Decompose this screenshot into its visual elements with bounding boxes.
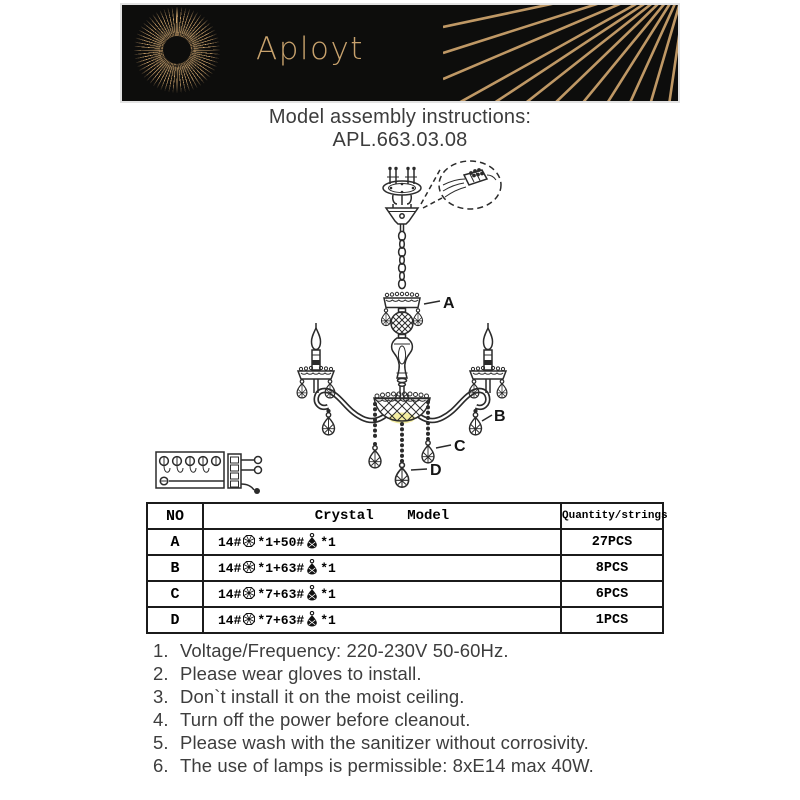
header-no: NO [147, 503, 203, 529]
chandelier-diagram [130, 158, 670, 502]
drop-pendant-icon [306, 585, 318, 601]
table-row [147, 529, 663, 555]
ceiling-mount [383, 167, 421, 208]
instruction-item [153, 639, 713, 662]
table-header-row [147, 503, 663, 529]
model-text: 14# [218, 586, 242, 602]
wire-splice-detail [421, 161, 501, 209]
header-quantity: Quantity/strings [561, 503, 663, 529]
row-no: C [147, 581, 203, 607]
crystal-model-spec [204, 533, 560, 551]
table-row [147, 555, 663, 581]
canopy-and-chain [386, 208, 418, 289]
drop-pendant-icon [306, 559, 318, 575]
diagram-label-b: B [494, 408, 506, 425]
model-text: 14# [218, 612, 242, 628]
quantity-value: 6PCS [561, 581, 663, 607]
instruction-item [153, 754, 713, 777]
quantity-value: 8PCS [561, 555, 663, 581]
row-no: D [147, 607, 203, 633]
crystal-model-spec [204, 585, 560, 603]
parts-table [146, 502, 668, 634]
model-text: 14# [218, 534, 242, 550]
left-arm-candle [297, 323, 399, 435]
brand-name: Aployt [256, 31, 364, 67]
instruction-text: Please wash with the sanitizer without corrosivity. [180, 732, 589, 753]
instruction-number: 5. [153, 732, 169, 753]
instruction-number: 4. [153, 709, 169, 730]
instruction-item [153, 708, 713, 731]
title-line: Model assembly instructions: [268, 106, 532, 128]
instruction-item [153, 662, 713, 685]
model-text: *1 [320, 586, 336, 602]
model-text: 14# [218, 560, 242, 576]
model-text: *7+63# [257, 586, 305, 602]
right-arm-candle [405, 323, 507, 435]
instruction-text: Don`t install it on the moist ceiling. [180, 686, 465, 707]
diagram-labels [411, 295, 506, 479]
model-text: *1+63# [257, 560, 305, 576]
instruction-number: 6. [153, 755, 169, 776]
model-number: APL.663.03.08 [332, 129, 468, 151]
instruction-item [153, 685, 713, 708]
wiring-diagram [156, 452, 262, 494]
instruction-text: Voltage/Frequency: 220-230V 50-60Hz. [180, 640, 509, 661]
table-row [147, 607, 663, 633]
octagon-bead-icon [243, 535, 255, 547]
instruction-number: 3. [153, 686, 169, 707]
banner-rays-icon [443, 5, 678, 101]
model-text: *1+50# [257, 534, 305, 550]
model-text: *1 [320, 612, 336, 628]
diagram-label-a: A [443, 295, 455, 312]
crystal-model-spec [204, 559, 560, 577]
quantity-value: 27PCS [561, 529, 663, 555]
model-text: *1 [320, 534, 336, 550]
drop-pendant-icon [306, 611, 318, 627]
header-crystal-model: Crystal Model [203, 503, 561, 529]
model-text: *7+63# [257, 612, 305, 628]
octagon-bead-icon [243, 561, 255, 573]
instruction-text: Turn off the power before cleanout. [180, 709, 471, 730]
instruction-number: 2. [153, 663, 169, 684]
diagram-label-d: D [430, 462, 442, 479]
octagon-bead-icon [243, 587, 255, 599]
drop-pendant-icon [306, 533, 318, 549]
crystal-model-spec [204, 611, 560, 629]
instruction-number: 1. [153, 640, 169, 661]
quantity-value: 1PCS [561, 607, 663, 633]
page-title [0, 106, 800, 152]
row-no: A [147, 529, 203, 555]
table-row [147, 581, 663, 607]
diagram-label-c: C [454, 438, 466, 455]
model-text: *1 [320, 560, 336, 576]
row-no: B [147, 555, 203, 581]
instruction-text: Please wear gloves to install. [180, 663, 422, 684]
sunburst-logo-icon [134, 7, 220, 93]
instructions-list [153, 639, 713, 777]
instruction-item [153, 731, 713, 754]
instruction-text: The use of lamps is permissible: 8xE14 max 40W. [180, 755, 594, 776]
octagon-bead-icon [243, 613, 255, 625]
brand-banner [122, 5, 678, 101]
